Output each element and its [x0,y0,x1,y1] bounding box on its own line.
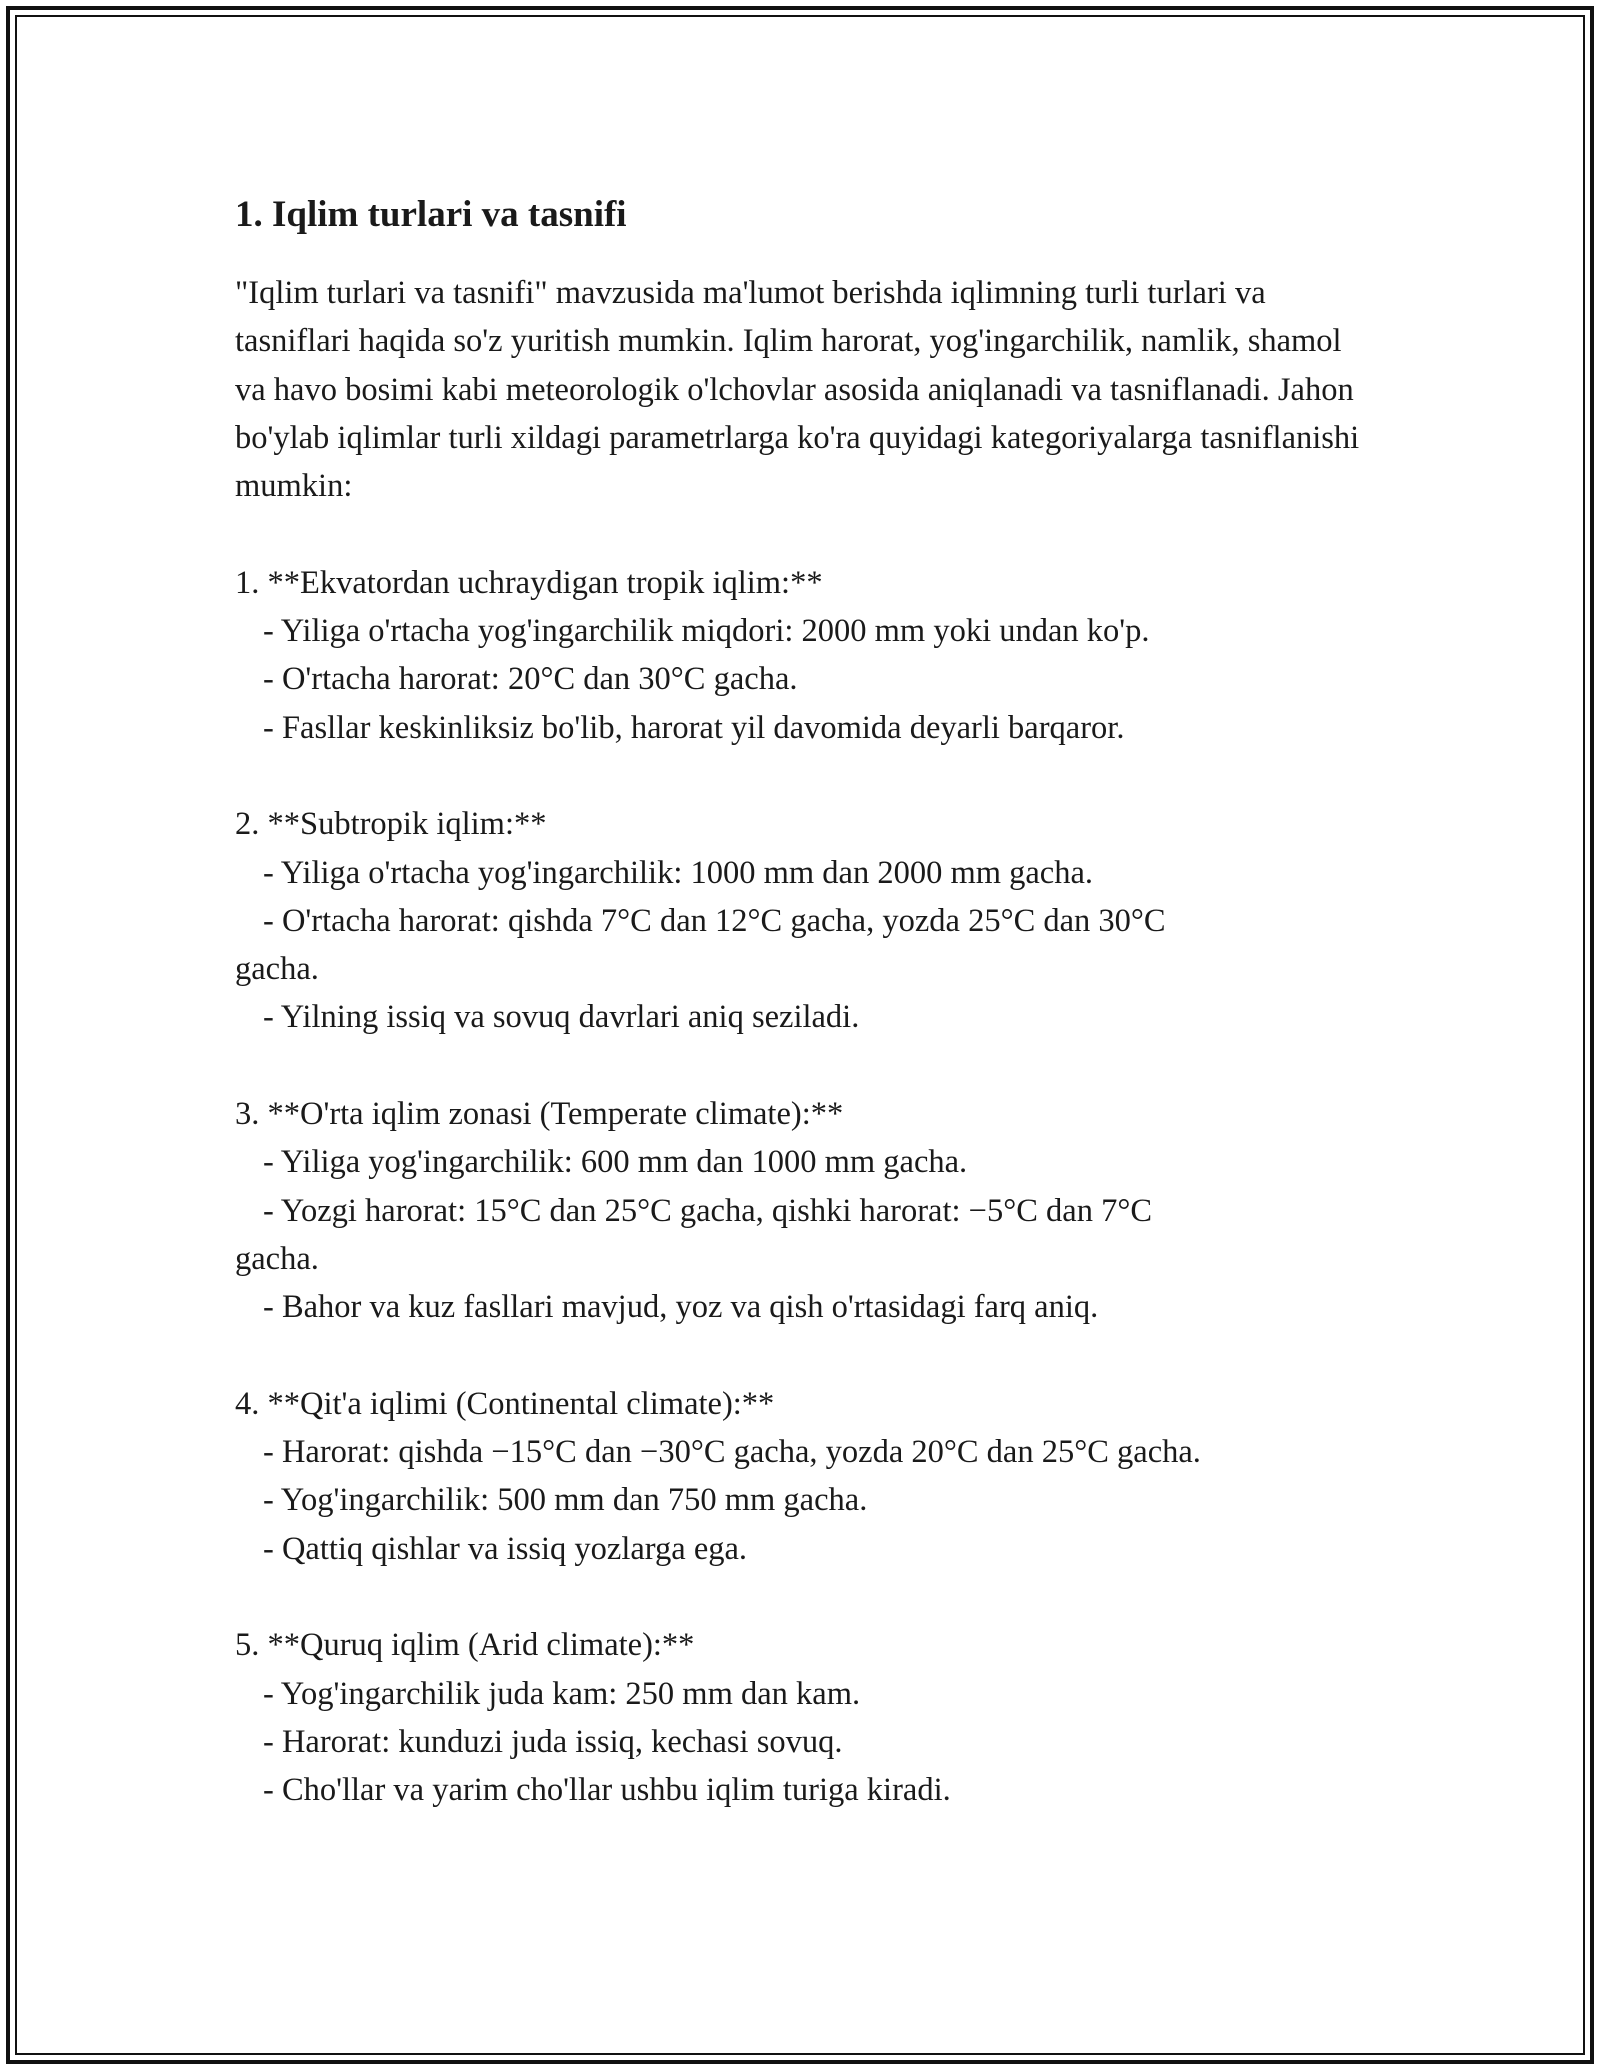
climate-section-temperate [235,1090,1365,1331]
section-heading: 2. **Subtropik iqlim:** [235,806,547,843]
list-item: - Yiliga yog'ingarchilik: 600 mm dan 1000 mm gacha. [263,1144,968,1181]
climate-section-subtropical [235,800,1365,1041]
list-item: - Yilning issiq va sovuq davrlari aniq seziladi. [263,999,860,1036]
list-item: - O'rtacha harorat: qishda 7°C dan 12°C gacha, yozda 25°C dan 30°C [263,902,1166,939]
climate-section-tropical [235,559,1365,752]
list-item: - Yiliga o'rtacha yog'ingarchilik miqdori: 2000 mm yoki undan ko'p. [263,613,1150,650]
list-item: - Bahor va kuz fasllari mavjud, yoz va qish o'rtasidagi farq aniq. [263,1289,1099,1326]
list-item-continuation: gacha. [235,1240,319,1277]
list-item: - Harorat: qishda −15°C dan −30°C gacha, yozda 20°C dan 25°C gacha. [263,1434,1201,1471]
intro-paragraph: "Iqlim turlari va tasnifi" mavzusida ma'lumot berishda iqlimning turli turlari va tasniflari haqida so'z yuritish mumkin. Iqlim harorat, yog'ingarchilik, namlik, shamol va havo bosimi kabi meteorologik o'lchovlar asosida aniqlanadi va tasniflanadi. Jahon bo'ylab iqlimlar turli xildagi parametrlarga ko'ra quyidagi kategoriyalarga tasniflanishi mumkin: [235,275,1360,505]
list-item: - Yog'ingarchilik juda kam: 250 mm dan kam. [263,1675,861,1712]
list-item: - Yozgi harorat: 15°C dan 25°C gacha, qishki harorat: −5°C dan 7°C [263,1192,1153,1229]
list-item: - Fasllar keskinliksiz bo'lib, harorat yil davomida deyarli barqaror. [263,709,1125,746]
list-item: - Yog'ingarchilik: 500 mm dan 750 mm gacha. [263,1482,868,1519]
list-item: - Yiliga o'rtacha yog'ingarchilik: 1000 mm dan 2000 mm gacha. [263,854,1094,891]
list-item: - Cho'llar va yarim cho'llar ushbu iqlim turiga kiradi. [263,1772,951,1809]
list-item: - Harorat: kunduzi juda issiq, kechasi sovuq. [263,1723,843,1760]
section-heading: 5. **Quruq iqlim (Arid climate):** [235,1627,695,1664]
climate-section-continental [235,1380,1365,1573]
document-title: 1. Iqlim turlari va tasnifi [235,194,627,235]
section-heading: 3. **O'rta iqlim zonasi (Temperate climate):** [235,1096,844,1133]
list-item: - O'rtacha harorat: 20°C dan 30°C gacha. [263,661,798,698]
document-body [235,185,1365,1863]
list-item-continuation: gacha. [235,951,319,988]
list-item: - Qattiq qishlar va issiq yozlarga ega. [263,1530,748,1567]
section-heading: 4. **Qit'a iqlimi (Continental climate):** [235,1385,775,1422]
section-heading: 1. **Ekvatordan uchraydigan tropik iqlim:** [235,564,823,601]
climate-section-arid [235,1621,1365,1814]
